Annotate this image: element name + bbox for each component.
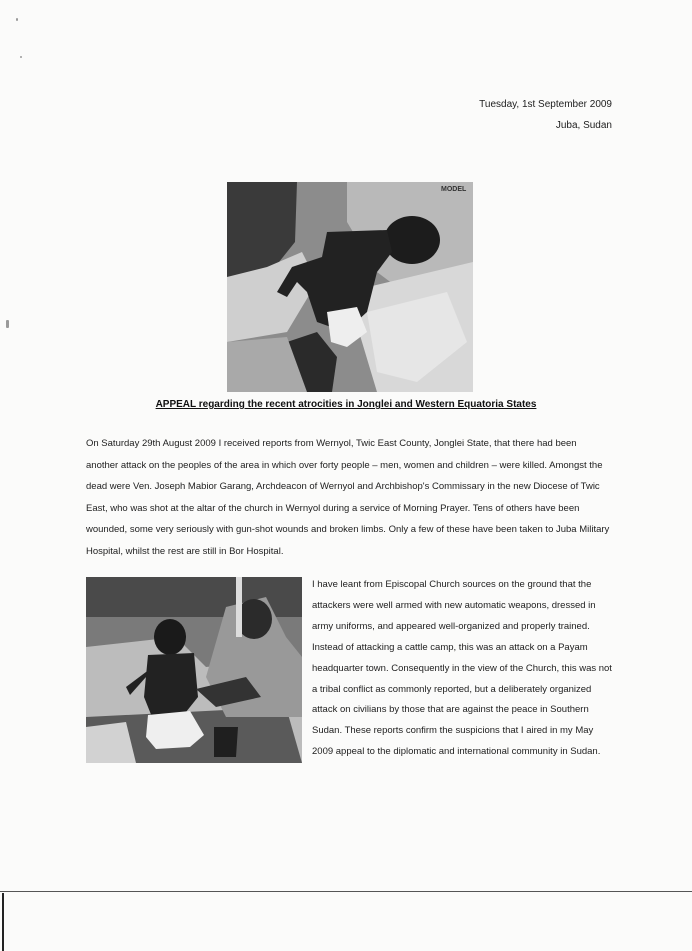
scan-speck xyxy=(16,18,18,21)
letter-date: Tuesday, 1st September 2009 xyxy=(479,99,612,110)
photo-corner-label: MODEL xyxy=(441,186,467,193)
hospital-child-photo-image xyxy=(86,577,302,763)
page-edge-mark xyxy=(2,893,4,951)
appeal-title: APPEAL regarding the recent atrocities in Jonglei and Western Equatoria States xyxy=(155,399,537,410)
paragraph-2-text: I have leant from Episcopal Church sources on the ground that the attackers were well armed with new automatic weapons, dressed in army uniforms, and appeared well-organized and properly trained. Instead of attacking a cattle camp, this was an attack on a Payam headquarter town. Consequently in the view of the Church, this was not a tribal conflict as commonly reported, but a deliberately organized attack on civilians by those that are against the peace in Southern Sudan. These reports confirm the suspicions that I aired in my May 2009 appeal to the diplomatic and international community in Sudan. xyxy=(312,579,612,758)
injured-child-photo-image xyxy=(227,182,473,392)
page-edge-line xyxy=(0,891,692,892)
letter-place: Juba, Sudan xyxy=(555,120,612,131)
scan-speck xyxy=(6,320,9,328)
paragraph-1: On Saturday 29th August 2009 I received reports from Wernyol, Twic East County, Jonglei State, that there had been another attack on the peoples of the area in which over forty people – men, women and children – were killed. Amongst the dead were Ven. Joseph Mabior Garang, Archdeacon of Wernyol and Archbishop's Commissary in the new Diocese of Twic East, who was shot at the altar of the church in Wernyol during a service of Morning Prayer. Tens of others have been wounded, some very seriously with gun-shot wounds and broken limbs. Only a few of these have been taken to Juba Military Hospital, whilst the rest are still in Bor Hospital. xyxy=(86,438,610,557)
side-photo xyxy=(86,577,302,763)
paragraph-2-block xyxy=(86,575,612,763)
scan-speck xyxy=(20,56,22,58)
top-photo xyxy=(227,182,473,392)
